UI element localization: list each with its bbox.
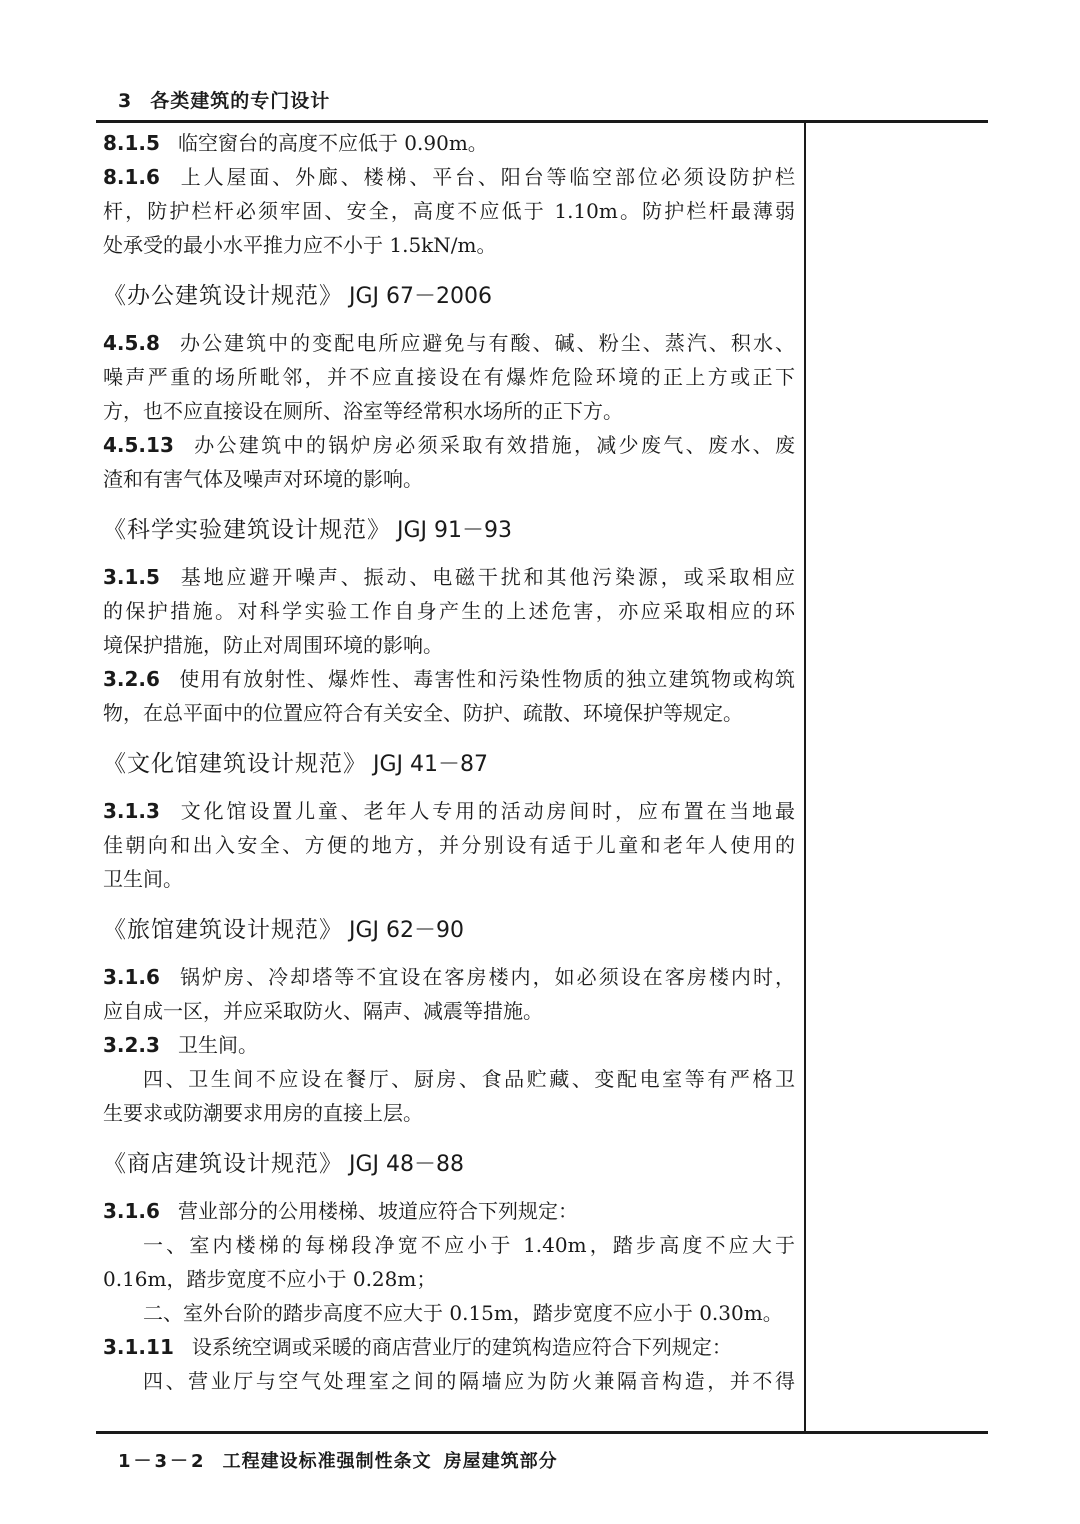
clause-line: 处承受的最小水平推力应不小于 1.5kN/m。 [103,233,497,257]
clause-line: 渣和有害气体及噪声对环境的影响。 [103,467,423,491]
clause-line: 3.1.11 设系统空调或采暖的商店营业厅的建筑构造应符合下列规定： [103,1330,795,1364]
sub-item-line: 四、卫生间不应设在餐厅、厨房、食品贮藏、变配电室等有严格卫 [143,1067,795,1091]
sub-item-line: 四、营业厅与空气处理室之间的隔墙应为防火兼隔音构造，并不得 [143,1369,795,1393]
margin-column-line [804,122,806,1432]
clause-line: 物，在总平面中的位置应符合有关安全、防护、疏散、环境保护等规定。 [103,701,743,725]
clause-number: 3.1.6 [103,1199,160,1223]
clause-line: 卫生间。 [103,867,183,891]
clause-line: 4.5.13 办公建筑中的锅炉房必须采取有效措施，减少废气、废水、废 [103,428,795,462]
clause-number: 3.2.6 [103,667,160,691]
clause-number: 3.1.6 [103,965,160,989]
page-body [103,126,795,1398]
standard-name: 《旅馆建筑设计规范》 [103,917,343,943]
clause-line: 3.1.6 锅炉房、冷却塔等不宜设在客房楼内，如必须设在客房楼内时， [103,960,795,994]
clause-number: 3.2.3 [103,1033,160,1057]
clause-line: 杆，防护栏杆必须牢固、安全，高度不应低于 1.10m。防护栏杆最薄弱 [103,199,795,223]
clause-line: 3.1.3 文化馆设置儿童、老年人专用的活动房间时，应布置在当地最 [103,794,795,828]
sub-item-line: 0.16m，踏步宽度不应小于 0.28m； [103,1267,437,1291]
clause-line: 噪声严重的场所毗邻，并不应直接设在有爆炸危险环境的正上方或正下 [103,365,795,389]
page-code: 1－3－2 [118,1451,207,1472]
standard-name: 《商店建筑设计规范》 [103,1151,343,1177]
book-section: 房屋建筑部分 [443,1451,558,1472]
clause-number: 3.1.11 [103,1335,174,1359]
clause-line: 8.1.6 上人屋面、外廊、楼梯、平台、阳台等临空部位必须设防护栏 [103,160,795,194]
clause-line: 4.5.8 办公建筑中的变配电所应避免与有酸、碱、粉尘、蒸汽、积水、 [103,326,795,360]
clause-line: 3.1.6 营业部分的公用楼梯、坡道应符合下列规定： [103,1194,795,1228]
page-footer [118,1447,558,1473]
chapter-number: 3 [118,90,133,112]
standard-name: 《文化馆建筑设计规范》 [103,751,367,777]
clause-line: 应自成一区，并应采取防火、隔声、减震等措施。 [103,999,543,1023]
clause-line: 3.2.3 卫生间。 [103,1028,795,1062]
clause-line: 的保护措施。对科学实验工作自身产生的上述危害，亦应采取相应的环 [103,599,795,623]
clause-line: 3.1.5 基地应避开噪声、振动、电磁干扰和其他污染源，或采取相应 [103,560,795,594]
standard-heading [103,910,795,950]
standard-code: JGJ 48－88 [349,1152,465,1177]
footer-rule [96,1431,988,1434]
page-header [118,86,330,113]
clause-line: 3.2.6 使用有放射性、爆炸性、毒害性和污染性物质的独立建筑物或构筑 [103,662,795,696]
header-rule [96,120,988,123]
book-title: 工程建设标准强制性条文 [222,1451,432,1472]
clause-line: 境保护措施，防止对周围环境的影响。 [103,633,443,657]
clause-line: 方，也不应直接设在厕所、浴室等经常积水场所的正下方。 [103,399,623,423]
standard-heading [103,510,795,550]
standard-heading [103,744,795,784]
standard-heading [103,1144,795,1184]
standard-heading [103,276,795,316]
standard-code: JGJ 91－93 [397,518,513,543]
standard-name: 《科学实验建筑设计规范》 [103,517,391,543]
sub-item-line: 二、室外台阶的踏步高度不应大于 0.15m，踏步宽度不应小于 0.30m。 [143,1301,783,1325]
clause-number: 8.1.6 [103,165,160,189]
clause-number: 4.5.13 [103,433,174,457]
chapter-title: 各类建筑的专门设计 [150,90,331,112]
standard-code: JGJ 41－87 [373,752,489,777]
clause-number: 4.5.8 [103,331,160,355]
clause-line: 佳朝向和出入安全、方便的地方，并分别设有适于儿童和老年人使用的 [103,833,795,857]
standard-code: JGJ 67－2006 [349,284,493,309]
sub-item-line: 一、室内楼梯的每梯段净宽不应小于 1.40m，踏步高度不应大于 [143,1233,795,1257]
standard-name: 《办公建筑设计规范》 [103,283,343,309]
sub-item-line: 生要求或防潮要求用房的直接上层。 [103,1101,423,1125]
standard-code: JGJ 62－90 [349,918,465,943]
clause-line: 8.1.5 临空窗台的高度不应低于 0.90m。 [103,126,795,160]
clause-number: 3.1.5 [103,565,160,589]
clause-number: 8.1.5 [103,131,160,155]
clause-number: 3.1.3 [103,799,160,823]
